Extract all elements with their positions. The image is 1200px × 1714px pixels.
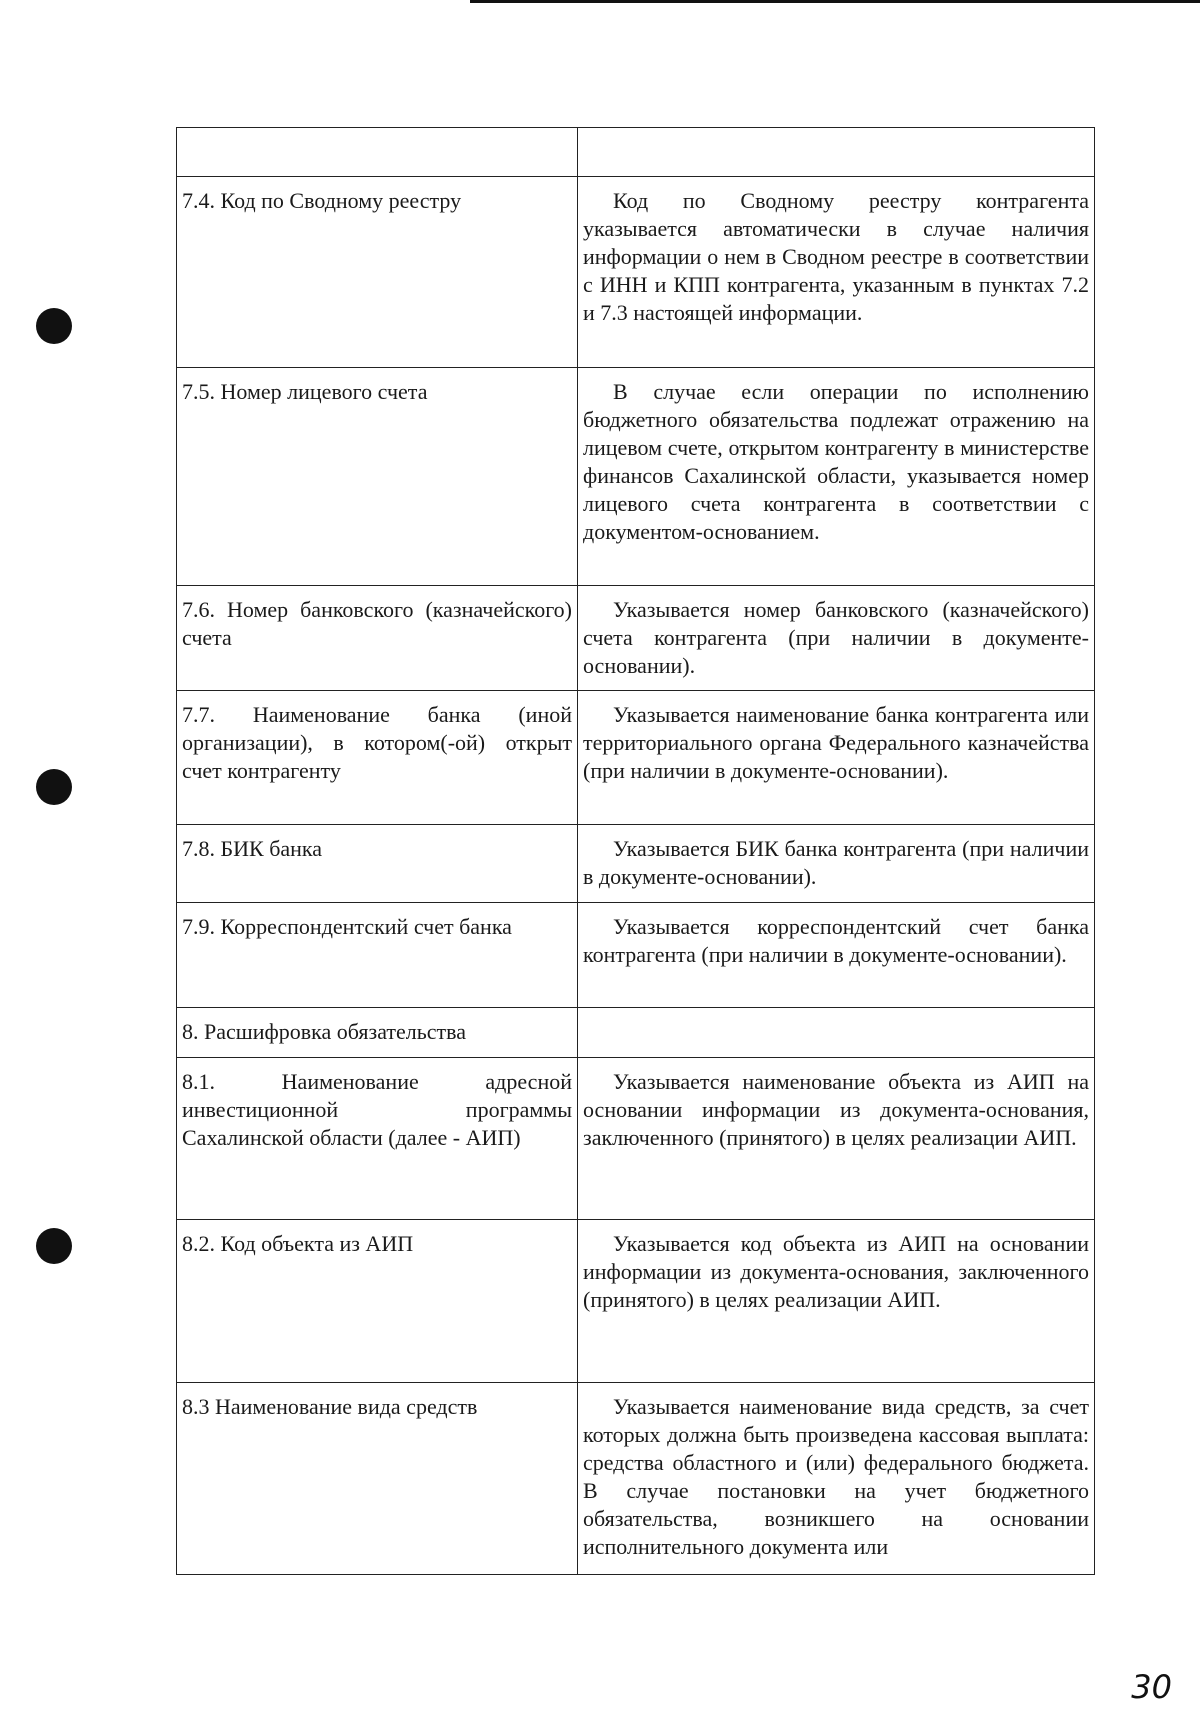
table-row (177, 825, 1095, 903)
table-row (177, 1008, 1095, 1058)
field-name-cell: 8.3 Наименование вида средств (177, 1383, 578, 1575)
field-name-cell: 7.6. Номер банковского (казначейского) счета (177, 586, 578, 691)
field-name-cell: 7.9. Корреспондентский счет банка (177, 903, 578, 1008)
field-name-cell (177, 128, 578, 177)
table-row (177, 903, 1095, 1008)
instructions-table (176, 127, 1095, 1575)
field-description-cell: Указывается код объекта из АИП на основании информации из документа-основания, заключенного (принятого) в целях реализации АИП. (578, 1220, 1095, 1383)
top-border-line (470, 0, 1200, 3)
field-description-cell: Код по Сводному реестру контрагента указывается автоматически в случае наличия информации о нем в Сводном реестре в соответствии с ИНН и КПП контрагента, указанным в пунктах 7.2 и 7.3 настоящей информации. (578, 177, 1095, 368)
field-description-cell: Указывается наименование вида средств, за счет которых должна быть произведена кассовая выплата: средства областного и (или) федерального бюджета. В случае постановки на учет бюджетного обязательства, возникшего на основании исполнительного документа или (578, 1383, 1095, 1575)
field-description-cell: Указывается корреспондентский счет банка контрагента (при наличии в документе-основании). (578, 903, 1095, 1008)
table-row (177, 177, 1095, 368)
page-number: 30 (1131, 1668, 1172, 1706)
field-name-cell: 8.1. Наименование адресной инвестиционной программы Сахалинской области (далее - АИП) (177, 1058, 578, 1220)
field-description-cell: В случае если операции по исполнению бюджетного обязательства подлежат отражению на лицевом счете, открытом контрагенту в министерстве финансов Сахалинской области, указывается номер лицевого счета контрагента в соответствии с документом-основанием. (578, 368, 1095, 586)
field-description-cell (578, 128, 1095, 177)
table-row (177, 1383, 1095, 1575)
table-row (177, 1058, 1095, 1220)
field-description-cell: Указывается БИК банка контрагента (при наличии в документе-основании). (578, 825, 1095, 903)
field-description-cell: Указывается наименование объекта из АИП на основании информации из документа-основания, заключенного (принятого) в целях реализации АИП. (578, 1058, 1095, 1220)
field-name-cell: 7.4. Код по Сводному реестру (177, 177, 578, 368)
field-description-cell (578, 1008, 1095, 1058)
table-row (177, 691, 1095, 825)
table-row (177, 368, 1095, 586)
field-name-cell: 7.7. Наименование банка (иной организации), в котором(-ой) открыт счет контрагенту (177, 691, 578, 825)
table-row (177, 1220, 1095, 1383)
binder-hole-middle (36, 769, 72, 805)
field-description-cell: Указывается номер банковского (казначейского) счета контрагента (при наличии в документе-основании). (578, 586, 1095, 691)
field-description-cell: Указывается наименование банка контрагента или территориального органа Федерального казначейства (при наличии в документе-основании). (578, 691, 1095, 825)
table-row (177, 586, 1095, 691)
binder-hole-top (36, 308, 72, 344)
section-heading-cell: 8. Расшифровка обязательства (177, 1008, 578, 1058)
field-name-cell: 8.2. Код объекта из АИП (177, 1220, 578, 1383)
field-name-cell: 7.5. Номер лицевого счета (177, 368, 578, 586)
binder-hole-bottom (36, 1228, 72, 1264)
field-name-cell: 7.8. БИК банка (177, 825, 578, 903)
table-row (177, 128, 1095, 177)
